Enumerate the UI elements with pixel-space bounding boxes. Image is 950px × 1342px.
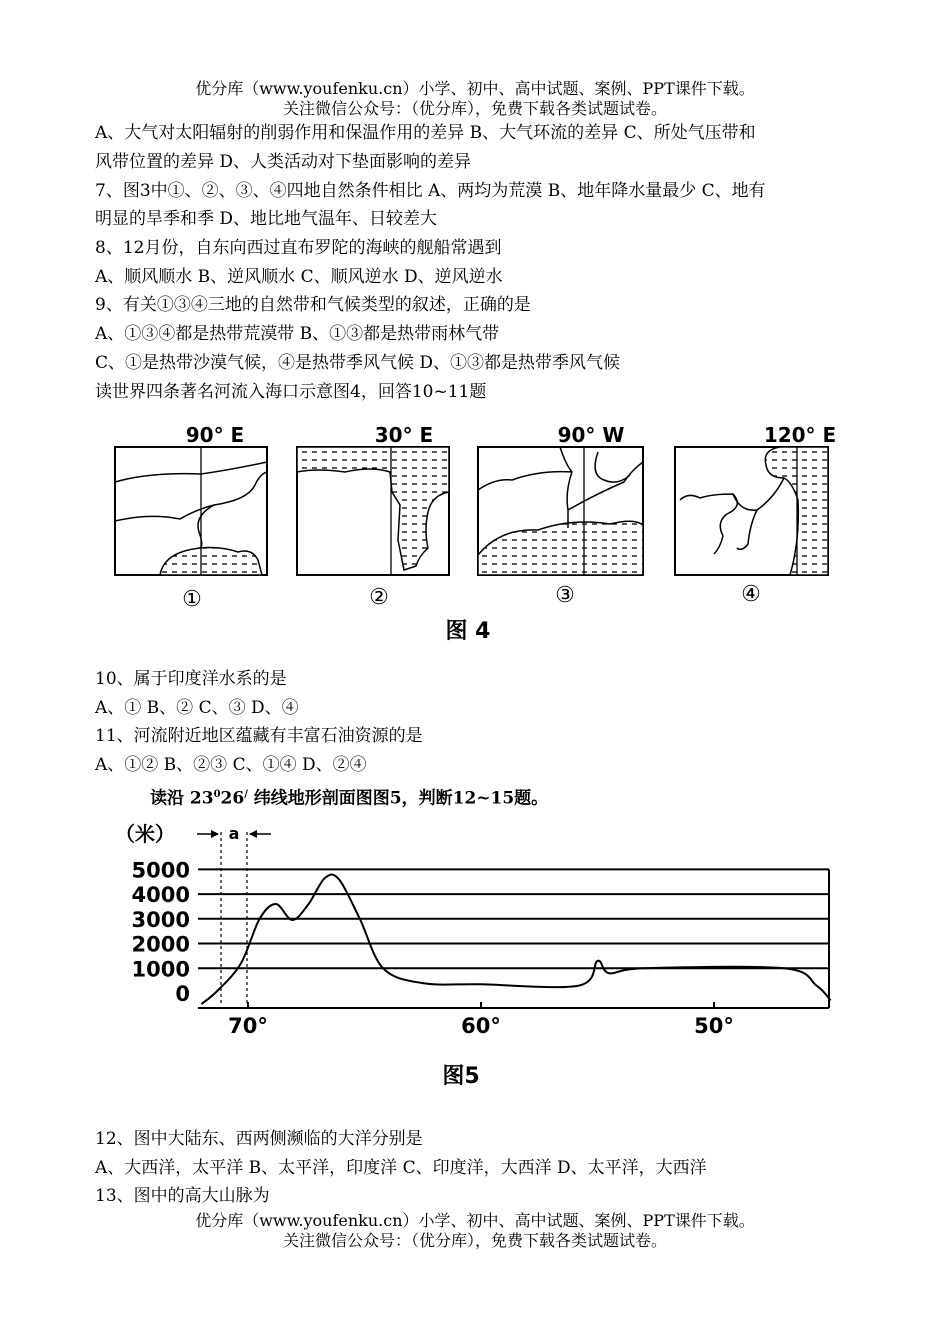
map-4-label: ④ xyxy=(741,582,761,607)
figure-5-chart xyxy=(0,810,950,1090)
marker-label-a: a xyxy=(228,824,240,843)
map-1-longitude: 90° E xyxy=(185,423,245,447)
question-12: 12、图中大陆东、西两侧濒临的大洋分别是 xyxy=(95,1129,423,1149)
map-3 xyxy=(478,447,643,575)
map-2-longitude: 30° E xyxy=(374,423,434,447)
footer-line-1: 优分库（www.youfenku.cn）小学、初中、高中试题、案例、PPT课件下载。 xyxy=(195,1211,755,1230)
question-12-options: A、大西洋，太平洋 B、太平洋，印度洋 C、印度洋，大西洋 D、太平洋，大西洋 xyxy=(95,1158,707,1178)
question-9: 9、有关①③④三地的自然带和气候类型的叙述，正确的是 xyxy=(95,295,531,315)
text-line: 风带位置的差异 D、人类活动对下垫面影响的差异 xyxy=(95,152,472,172)
text-line: A、顺风顺水 B、逆风顺水 C、顺风逆水 D、逆风逆水 xyxy=(95,267,503,287)
y-tick-label: 1000 xyxy=(131,957,190,982)
map-2-label: ② xyxy=(369,585,389,610)
map-1 xyxy=(115,447,267,575)
y-tick-label: 2000 xyxy=(131,932,190,957)
header-line-1: 优分库（www.youfenku.cn）小学、初中、高中试题、案例、PPT课件下载。 xyxy=(195,79,755,98)
map-1-label: ① xyxy=(182,587,202,612)
y-tick-label: 5000 xyxy=(131,858,190,883)
question-10: 10、属于印度洋水系的是 xyxy=(95,669,287,689)
x-tick-label: 70° xyxy=(228,1014,268,1038)
map-4 xyxy=(675,447,828,575)
a-marker xyxy=(197,824,271,1005)
text-line: A、大气对太阳辐射的削弱作用和保温作用的差异 B、大气环流的差异 C、所处气压带和 xyxy=(95,123,756,143)
map-3-longitude: 90° W xyxy=(557,423,625,447)
cropped-line xyxy=(0,1096,950,1097)
y-axis-label: （米） xyxy=(115,822,175,846)
question-7: 7、图3中①、②、③、④四地自然条件相比 A、两均为荒漠 B、地年降水量最少 C、地有 xyxy=(95,181,766,201)
x-tick-label: 50° xyxy=(694,1014,734,1038)
x-tick-label: 60° xyxy=(461,1014,501,1038)
map-2 xyxy=(297,447,449,575)
figure-5-intro: 读沿 $23^026^/$ 纬线地形剖面图图5，判断12~15题。 xyxy=(150,788,549,809)
header-line-2: 关注微信公众号：（优分库），免费下载各类试题试卷。 xyxy=(282,99,667,118)
y-tick-label: 0 xyxy=(175,982,190,1006)
figure-5-caption: 图5 xyxy=(442,1064,480,1089)
text-line: A、①③④都是热带荒漠带 B、①③都是热带雨林气带 xyxy=(95,324,500,344)
question-13: 13、图中的高大山脉为 xyxy=(95,1186,270,1206)
figure-4-caption: 图 4 xyxy=(445,619,491,644)
text-line: C、①是热带沙漠气候，④是热带季风气候 D、①③都是热带季风气候 xyxy=(95,353,621,373)
figure-4-intro: 读世界四条著名河流入海口示意图4，回答10~11题 xyxy=(95,382,487,402)
figure-4 xyxy=(0,420,950,650)
y-tick-label: 3000 xyxy=(131,907,190,932)
question-10-options: A、① B、② C、③ D、④ xyxy=(95,698,299,718)
y-tick-label: 4000 xyxy=(131,883,190,908)
question-11-options: A、①② B、②③ C、①④ D、②④ xyxy=(95,755,367,775)
question-11: 11、河流附近地区蕴藏有丰富石油资源的是 xyxy=(95,726,423,746)
question-8: 8、12月份，自东向西过直布罗陀的海峡的舰船常遇到 xyxy=(95,238,502,258)
footer-line-2: 关注微信公众号：（优分库），免费下载各类试题试卷。 xyxy=(282,1231,667,1250)
map-3-label: ③ xyxy=(555,583,575,608)
map-4-longitude: 120° E xyxy=(763,423,837,447)
text-line: 明显的旱季和季 D、地比地气温年、日较差大 xyxy=(95,209,438,229)
